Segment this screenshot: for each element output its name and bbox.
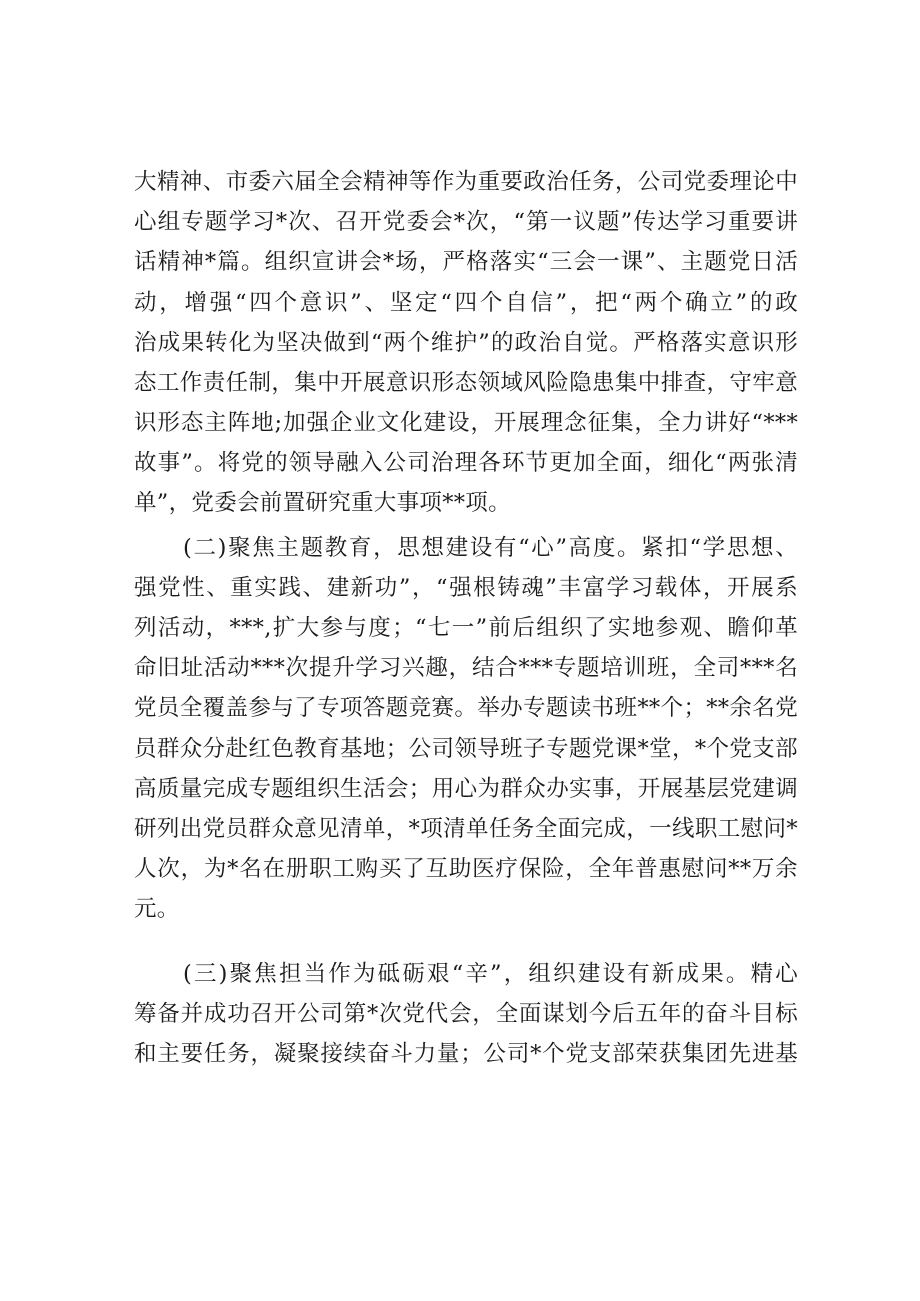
paragraph-line: 元。	[134, 896, 180, 922]
paragraph-line: (三)聚焦担当作为砥砺艰“辛”，组织建设有新成果。精心	[183, 961, 798, 987]
paragraph-line: 研列出党员群众意见清单，*项清单任务全面完成，一线职工慰问*	[134, 816, 798, 842]
paragraph-line: 动，增强“四个意识”、坚定“四个自信”，把“两个确立”的政	[134, 290, 798, 316]
paragraph-line: 大精神、市委六届全会精神等作为重要政治任务，公司党委理论中	[134, 169, 798, 195]
paragraph-line: 高质量完成专题组织生活会；用心为群众办实事，开展基层党建调	[134, 776, 798, 802]
paragraph-line: 单”，党委会前置研究重大事项**项。	[134, 490, 511, 516]
paragraph-line: 话精神*篇。组织宣讲会*场，严格落实“三会一课”、主题党日活	[134, 249, 798, 275]
paragraph-line: 心组专题学习*次、召开党委会*次，“第一议题”传达学习重要讲	[134, 209, 798, 235]
paragraph-line: 识形态主阵地;加强企业文化建设，开展理念征集，全力讲好“***	[134, 410, 798, 436]
paragraph-line: 态工作责任制，集中开展意识形态领域风险隐患集中排查，守牢意	[134, 370, 798, 396]
paragraph-line: 故事”。将党的领导融入公司治理各环节更加全面，细化“两张清	[134, 450, 798, 476]
paragraph-line: 命旧址活动***次提升学习兴趣，结合***专题培训班，全司***名	[134, 655, 798, 681]
paragraph-line: 党员全覆盖参与了专项答题竞赛。举办专题读书班**个；**余名党	[134, 695, 798, 721]
paragraph-line: 和主要任务，凝聚接续奋斗力量；公司*个党支部荣获集团先进基	[134, 1041, 798, 1067]
paragraph-line: 强党性、重实践、建新功”，“强根铸魂”丰富学习载体，开展系	[134, 575, 798, 601]
paragraph-line: 列活动，***,扩大参与度；“七一”前后组织了实地参观、瞻仰革	[134, 615, 798, 641]
paragraph-line: 员群众分赴红色教育基地；公司领导班子专题党课*堂，*个党支部	[134, 736, 798, 762]
paragraph-line: (二)聚焦主题教育，思想建设有“心”高度。紧扣“学思想、	[183, 535, 798, 561]
paragraph-line: 筹备并成功召开公司第*次党代会，全面谋划今后五年的奋斗目标	[134, 1001, 798, 1027]
paragraph-line: 人次，为*名在册职工购买了互助医疗保险，全年普惠慰问**万余	[134, 856, 798, 882]
paragraph-line: 治成果转化为坚决做到“两个维护”的政治自觉。严格落实意识形	[134, 330, 798, 356]
